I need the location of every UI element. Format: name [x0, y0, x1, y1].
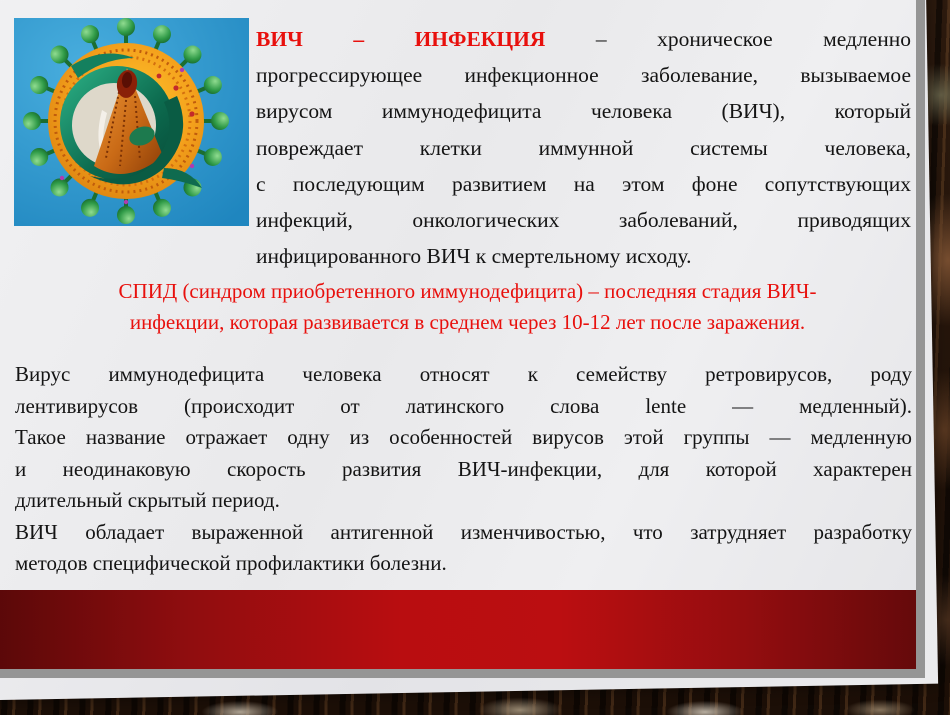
intro-line-5: с последующим развитием на этом фоне сопутствующих	[256, 171, 911, 196]
intro-line-7: инфицированного ВИЧ к смертельному исходу.	[256, 244, 692, 269]
body-line-1: Вирус иммунодефицита человека относят к семейству ретровирусов, роду	[15, 362, 912, 386]
intro-line-1	[256, 21, 911, 57]
intro-line-2: прогрессирующее инфекционное заболевание, вызываемое	[256, 63, 911, 88]
aids-line-1: СПИД (синдром приобретенного иммунодефицита) – последняя стадия ВИЧ-	[118, 279, 817, 303]
intro-line-1-rest: – хроническое медленно	[595, 27, 911, 51]
body-line-4: и неодинаковую скорость развития ВИЧ-инфекции, для которой характерен	[15, 456, 912, 481]
body-line-2: лентивирусов (происходит от латинского слова lente — медленный).	[15, 393, 912, 418]
body-line-6: ВИЧ обладает выраженной антигенной изменчивостью, что затрудняет разработку	[15, 519, 912, 544]
accent-band	[0, 590, 916, 669]
hiv-virus-illustration	[14, 18, 249, 226]
body-line-7: методов специфической профилактики болезни.	[15, 551, 447, 575]
hiv-virus-image	[14, 18, 249, 226]
body-paragraph	[15, 359, 912, 580]
aids-statement	[15, 276, 920, 338]
intro-heading: ВИЧ – ИНФЕКЦИЯ	[256, 27, 546, 51]
intro-line-4: повреждает клетки иммунной системы человека,	[256, 135, 911, 160]
intro-paragraph	[256, 21, 911, 274]
intro-line-3: вирусом иммунодефицита человека (ВИЧ), который	[256, 99, 911, 124]
aids-line-2: инфекции, которая развивается в среднем через 10-12 лет после заражения.	[129, 310, 806, 334]
body-line-5: длительный скрытый период.	[15, 488, 280, 512]
intro-line-6: инфекций, онкологических заболеваний, приводящих	[256, 208, 911, 233]
body-line-3: Такое название отражает одну из особенностей вирусов этой группы — медленную	[15, 425, 912, 449]
